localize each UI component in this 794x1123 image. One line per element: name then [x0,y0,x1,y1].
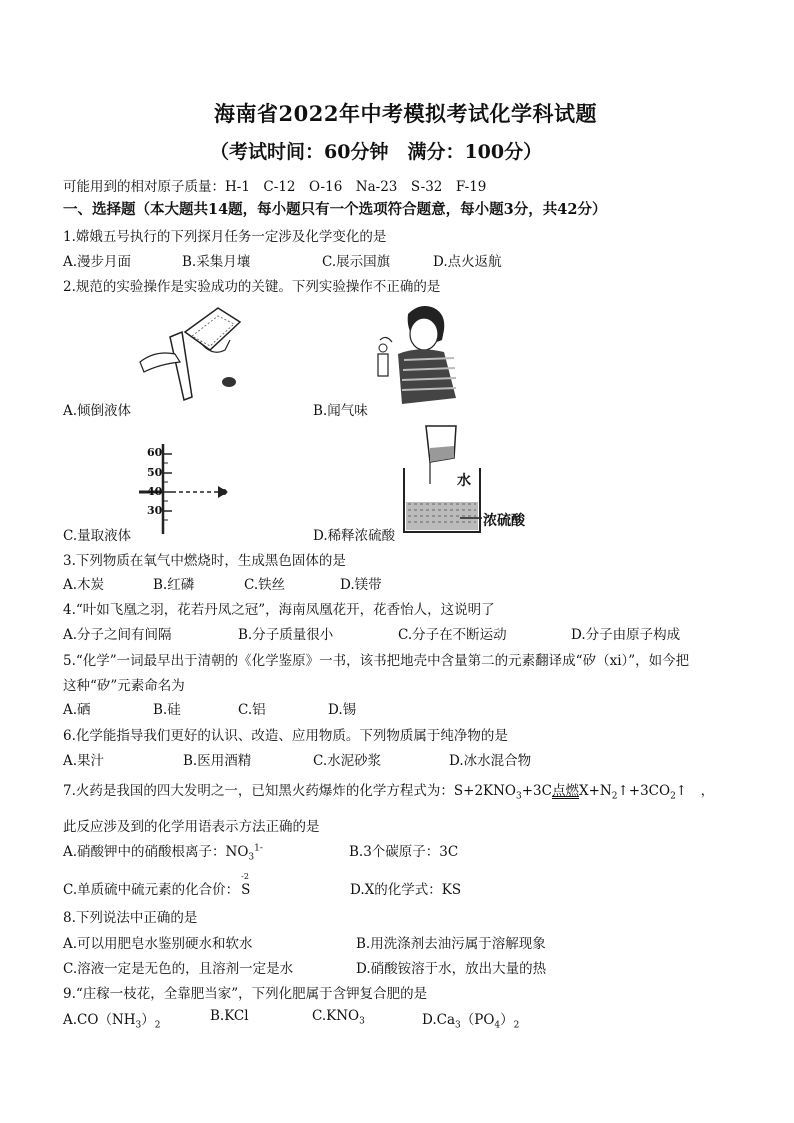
cylinder-tick-40: 40 [147,485,163,498]
q5-option-b: B.硅 [153,702,181,718]
q2-option-a: A.倾倒液体 [63,403,132,419]
page-title: 海南省2022年中考模拟考试化学科试题 [214,101,597,126]
q2-option-b: B.闻气味 [313,403,368,419]
q6-option-d: D.冰水混合物 [449,753,532,769]
q4-option-a: A.分子之间有间隔 [63,627,172,643]
section-heading: 一、选择题（本大题共14题，每小题只有一个选项符合题意，每小题3分，共42分） [63,201,607,218]
q1-option-a: A.漫步月面 [63,254,132,270]
q7-option-a: A.硝酸钾中的硝酸根离子：$NO_3^{1-}$ [63,843,263,863]
q7-option-b: B.3个碳原子：3C [349,844,459,860]
question-5-stem-line-2: 这种“矽”元素命名为 [63,678,185,694]
question-3-stem: 3.下列物质在氧气中燃烧时，生成黑色固体的是 [63,553,346,569]
question-6-stem: 6.化学能指导我们更好的认识、改造、应用物质。下列物质属于纯净物的是 [63,728,508,744]
question-2-stem: 2.规范的实验操作是实验成功的关键。下列实验操作不正确的是 [63,279,441,295]
q1-option-d: D.点火返航 [433,254,502,270]
q3-option-a: A.木炭 [63,577,105,593]
question-7-stem: 7.火药是我国的四大发明之一，已知黑火药爆炸的化学方程式为：$S+2KNO_3+3C$点燃$X+N_2↑+3CO_2↑$ ， [63,783,715,802]
q2-option-d: D.稀释浓硫酸 [313,528,396,544]
q3-option-b: B.红磷 [153,577,195,593]
question-1-stem: 1.嫦娥五号执行的下列探月任务一定涉及化学变化的是 [63,229,387,245]
question-4-stem: 4.“叶如飞凰之羽，花若丹凤之冠”，海南凤凰花开，花香怡人，这说明了 [63,602,495,618]
q8-option-c: C.溶液一定是无色的，且溶剂一定是水 [63,961,294,977]
ignition-condition: 点燃 [551,783,579,799]
q9-option-c: $C.KNO_3$ [312,1008,365,1027]
atomic-masses: 可能用到的相对原子质量：H-1 C-12 O-16 Na-23 S-32 F-19 [63,179,487,195]
q3-option-d: D.镁带 [340,577,382,593]
question-9-stem: 9.“庄稼一枝花，全靠肥当家”，下列化肥属于含钾复合肥的是 [63,986,428,1002]
q9-option-d: $D.Ca_3(PO_4)_2$ [422,1012,520,1031]
q5-option-d: D.锡 [328,702,357,718]
smelling-gas-figure [368,300,463,408]
pouring-liquid-figure [130,302,245,402]
q9-option-b: B.KCl [210,1008,249,1024]
question-5-stem-line-1: 5.“化学”一词最早出于清朝的《化学鉴原》一书，该书把地壳中含量第二的元素翻译成“矽（xi）”，如今把 [63,653,690,669]
q3-option-c: C.铁丝 [244,577,286,593]
q6-option-b: B.医用酒精 [183,753,252,769]
q5-option-a: A.硒 [63,702,91,718]
q4-option-c: C.分子在不断运动 [398,627,507,643]
water-label: 水 [457,473,471,489]
cylinder-tick-30: 30 [147,504,163,517]
q6-option-c: C.水泥砂浆 [313,753,382,769]
question-8-stem: 8.下列说法中正确的是 [63,910,198,926]
exam-subtitle: （考试时间：60分钟 满分：100分） [210,141,543,163]
q9-option-a: $A.CO(NH_3)_2$ [63,1012,161,1031]
q5-option-c: C.铝 [238,702,266,718]
q4-option-d: D.分子由原子构成 [571,627,681,643]
q8-option-b: B.用洗涤剂去油污属于溶解现象 [356,936,546,952]
cylinder-tick-50: 50 [147,466,163,479]
q7-option-c: C.单质硫中硫元素的化合价： -2 S [63,872,251,898]
q7-option-d: D.X的化学式：KS [350,882,462,898]
q4-option-b: B.分子质量很小 [238,627,334,643]
q1-option-c: C.展示国旗 [322,254,391,270]
acid-label: 浓硫酸 [483,513,525,529]
q2-option-c: C.量取液体 [63,528,132,544]
q8-option-a: A.可以用肥皂水鉴别硬水和软水 [63,936,253,952]
q8-option-d: D.硝酸铵溶于水，放出大量的热 [356,961,547,977]
q1-option-b: B.采集月壤 [182,254,251,270]
cylinder-tick-60: 60 [147,446,163,459]
question-7-stem-line-2: 此反应涉及到的化学用语表示方法正确的是 [63,819,320,835]
q6-option-a: A.果汁 [63,753,105,769]
